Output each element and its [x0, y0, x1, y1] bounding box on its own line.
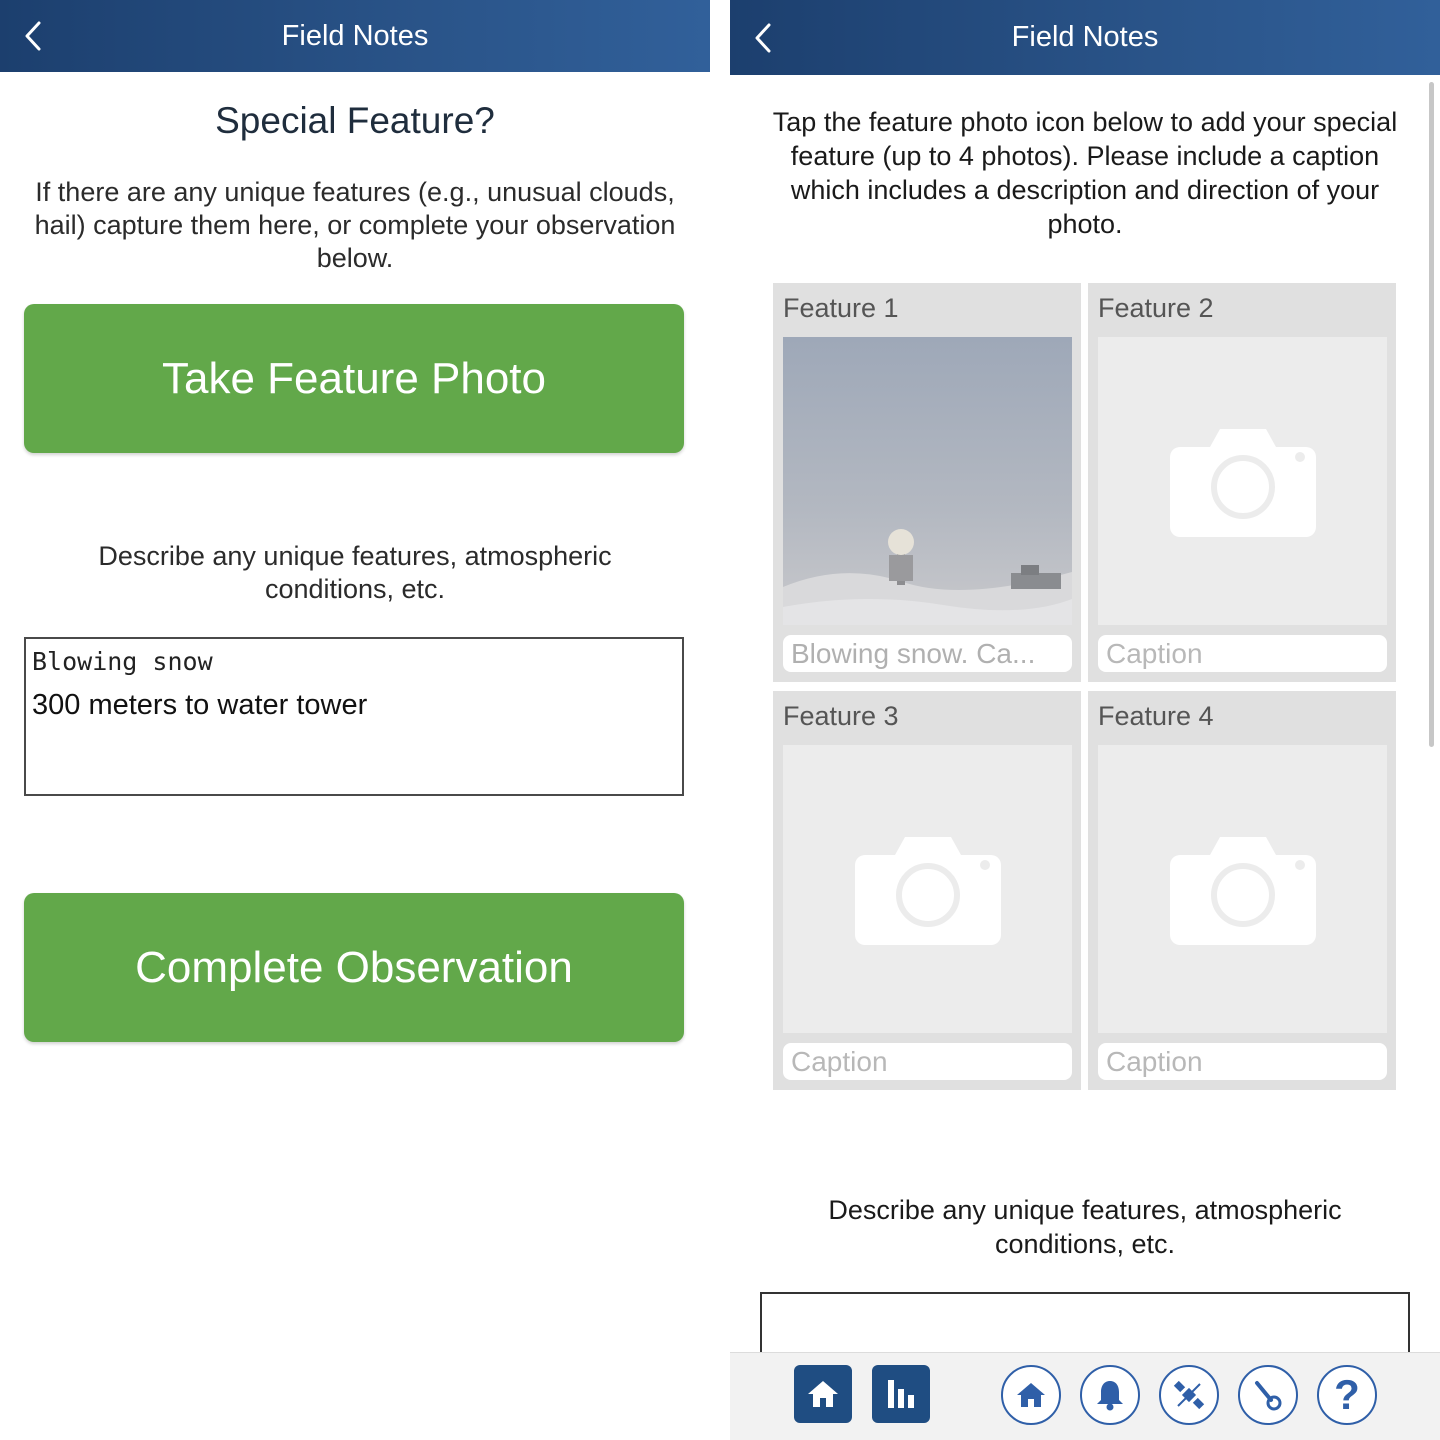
intro-text: If there are any unique features (e.g., unusual clouds, hail) capture them here, or complete your observation below.: [34, 177, 676, 273]
satellite-icon: [1172, 1378, 1206, 1412]
caption-input[interactable]: Blowing snow. Ca...: [783, 635, 1072, 672]
right-screen: [730, 0, 1440, 1440]
caption-input[interactable]: Caption: [1098, 635, 1387, 672]
home-icon: [806, 1377, 840, 1411]
help-icon: ?: [1334, 1371, 1360, 1418]
camera-icon: [1170, 833, 1316, 945]
feature-label: Feature 1: [783, 293, 899, 323]
chevron-left-icon: [752, 22, 774, 54]
back-button[interactable]: [18, 14, 48, 58]
chevron-left-icon: [22, 20, 44, 52]
take-feature-photo-button[interactable]: Take Feature Photo: [24, 304, 684, 453]
feature-label: Feature 3: [783, 701, 899, 731]
home-icon: [1014, 1378, 1048, 1412]
add-photo-button[interactable]: [1098, 745, 1387, 1033]
feature-tile-2[interactable]: [1088, 283, 1396, 682]
left-screen: [0, 0, 710, 1440]
bell-icon: [1093, 1378, 1127, 1412]
feature-label: Feature 2: [1098, 293, 1214, 323]
notes-line-2: 300 meters to water tower: [32, 689, 368, 721]
header-bar: [730, 0, 1440, 75]
describe-label: Describe any unique features, atmospheric conditions, etc.: [828, 1195, 1342, 1259]
caption-input[interactable]: Caption: [1098, 1043, 1387, 1080]
section-title: Special Feature?: [215, 100, 495, 141]
intro-text: Tap the feature photo icon below to add your special feature (up to 4 photos). Please include a caption which includes a description and direction of your photo.: [772, 107, 1398, 239]
feature-tile-3[interactable]: [773, 691, 1081, 1090]
tab-bar: [730, 1352, 1440, 1440]
back-button[interactable]: [748, 16, 778, 60]
location-icon: [1251, 1378, 1285, 1412]
tab-alerts[interactable]: [1080, 1365, 1140, 1425]
stats-icon: [884, 1377, 918, 1411]
add-photo-button[interactable]: [783, 745, 1072, 1033]
tab-stats[interactable]: [872, 1365, 930, 1423]
feature-photo[interactable]: [783, 337, 1072, 625]
camera-icon: [1170, 425, 1316, 537]
page-title: Field Notes: [1011, 21, 1159, 53]
notes-textarea[interactable]: [24, 637, 684, 796]
tab-satellite[interactable]: [1159, 1365, 1219, 1425]
snow-scene-photo: [783, 337, 1072, 625]
complete-observation-button[interactable]: Complete Observation: [24, 893, 684, 1042]
tab-home[interactable]: [1001, 1365, 1061, 1425]
feature-tile-4[interactable]: [1088, 691, 1396, 1090]
camera-icon: [855, 833, 1001, 945]
add-photo-button[interactable]: [1098, 337, 1387, 625]
page-title: Field Notes: [281, 19, 429, 52]
tab-location[interactable]: [1238, 1365, 1298, 1425]
tab-home-dark[interactable]: [794, 1365, 852, 1423]
feature-label: Feature 4: [1098, 701, 1214, 731]
header-bar: [0, 0, 710, 72]
notes-line-1: Blowing snow: [32, 647, 213, 676]
caption-input[interactable]: Caption: [783, 1043, 1072, 1080]
tab-help[interactable]: [1317, 1365, 1377, 1425]
describe-label: Describe any unique features, atmospheric conditions, etc.: [98, 541, 612, 604]
scrollbar[interactable]: [1429, 82, 1434, 747]
feature-tile-1[interactable]: [773, 283, 1081, 682]
